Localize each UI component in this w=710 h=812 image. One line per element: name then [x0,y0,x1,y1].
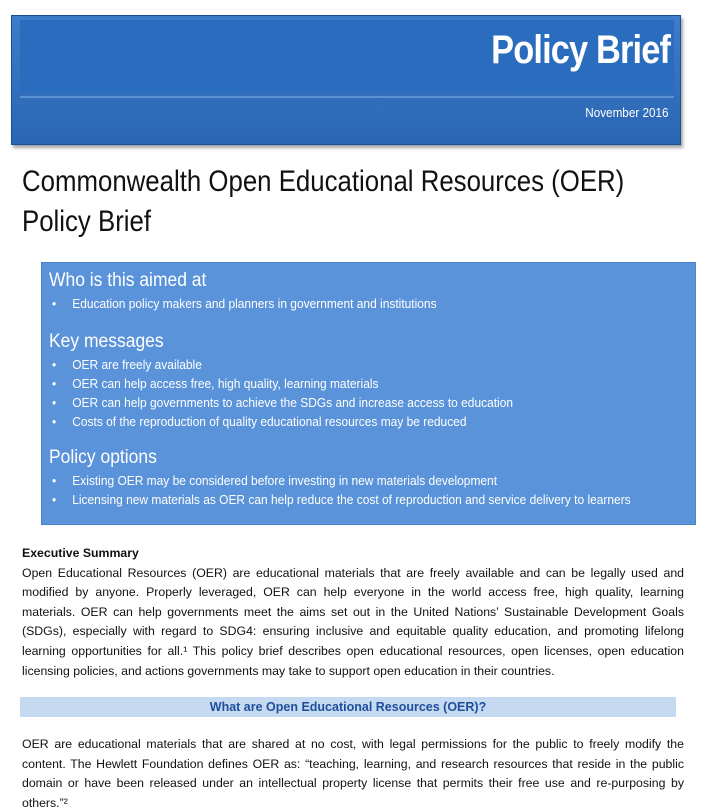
document-title-line-1: Commonwealth Open Educational Resources (OER) [22,165,625,198]
banner-title: Policy Brief [491,28,670,72]
executive-summary-heading: Executive Summary [22,546,139,560]
policy-option-item: • Existing OER may be considered before investing in new materials development [52,471,631,490]
banner-divider [20,96,674,98]
oer-section [22,735,684,812]
document-title [22,162,676,242]
banner-date: November 2016 [584,105,668,120]
executive-summary-body: Open Educational Resources (OER) are educational materials that are freely available and can be legally used and modified by anyone. Properly leveraged, OER can help everyone in the world access free, high quality, learning materials. OER can help governments meet the aims set out in the United Nations’ Sustainable Development Goals (SDGs), especially with regard to SDG4: ensuring inclusive and equitable quality education, and promoting lifelong learning opportunities for all.¹ This policy brief describes open educational resources, open licenses, open education licensing policies, and actions governments may take to support open education in their countries. [22,565,684,678]
policy-options-list [52,471,681,509]
policy-options-heading: Policy options [49,447,157,468]
key-messages-heading: Key messages [49,331,164,352]
key-message-item: • OER are freely available [52,355,513,374]
audience-heading: Who is this aimed at [49,270,207,291]
executive-summary [22,544,684,681]
oer-section-heading: What are Open Educational Resources (OER)? [20,697,676,717]
header-banner [11,15,681,145]
key-message-item: • OER can help access free, high quality, learning materials [52,374,513,393]
key-messages-list [52,355,553,431]
audience-list [52,294,470,313]
policy-option-item: • Licensing new materials as OER can help reduce the cost of reproduction and service delivery to learners [52,490,631,509]
key-message-item: • Costs of the reproduction of quality educational resources may be reduced [52,412,513,431]
audience-item: • Education policy makers and planners in government and institutions [52,294,437,313]
oer-section-body: OER are educational materials that are shared at no cost, with legal permissions for the public to freely modify the content. The Hewlett Foundation defines OER as: “teaching, learning, and research resources that reside in the public domain or have been released under an intellectual property license that permits their free use and re-purposing by others.”² [22,737,684,810]
key-message-item: • OER can help governments to achieve the SDGs and increase access to education [52,393,513,412]
document-title-line-2: Policy Brief [22,205,152,238]
key-points-box [41,262,696,525]
